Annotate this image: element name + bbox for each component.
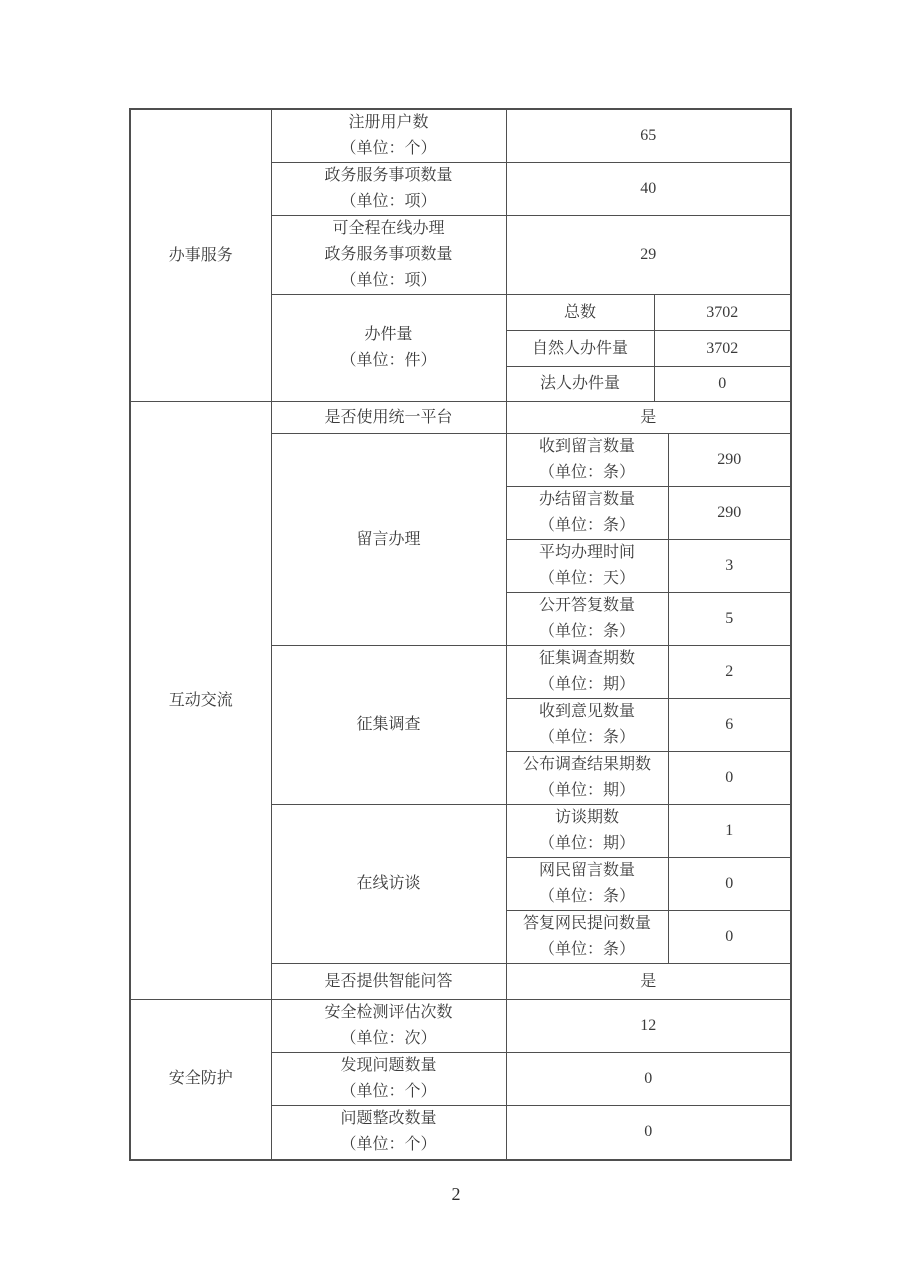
- label-unit-line: （单位：条）: [538, 729, 635, 746]
- metric-value: 65: [506, 109, 791, 163]
- label-line: 公开答复数量: [538, 597, 635, 614]
- group-label: 留言办理: [356, 530, 421, 548]
- submetric-label: [506, 593, 668, 646]
- metric-label: [271, 216, 506, 295]
- label-unit-line: （单位：项）: [340, 193, 437, 210]
- submetric-value: 3: [668, 540, 791, 593]
- group-unit-line: （单位：件）: [340, 352, 437, 369]
- label-unit-line: （单位：个）: [340, 1136, 437, 1154]
- submetric-value: 6: [668, 699, 791, 752]
- label-unit-line: （单位：期）: [538, 782, 635, 799]
- label-unit-line: （单位：个）: [340, 1083, 437, 1100]
- label-unit-line: （单位：条）: [538, 941, 635, 958]
- group-label-cell: [271, 434, 506, 646]
- metric-label: [271, 163, 506, 216]
- label-line: 公布调查结果期数: [522, 756, 651, 773]
- submetric-label: [506, 699, 668, 752]
- group-label-cell: [271, 295, 506, 402]
- label-unit-line: （单位：天）: [538, 570, 635, 587]
- submetric-value: 0: [668, 911, 791, 964]
- label-line: 办结留言数量: [538, 491, 635, 508]
- label-unit-line: （单位：条）: [538, 517, 635, 534]
- label-line: 政务服务事项数量: [324, 167, 453, 184]
- submetric-value: 3702: [654, 331, 791, 367]
- submetric-label: [506, 752, 668, 805]
- group-label-cell: [271, 646, 506, 805]
- submetric-value: 0: [668, 858, 791, 911]
- submetric-label: [506, 805, 668, 858]
- submetric-label: 总数: [506, 295, 654, 331]
- label-line: 注册用户数: [348, 114, 429, 131]
- category-label: 办事服务: [168, 246, 233, 264]
- label-line: 平均办理时间: [538, 544, 635, 561]
- metric-label: [271, 109, 506, 163]
- category-label: 互动交流: [168, 691, 233, 709]
- label-unit-line: （单位：条）: [538, 623, 635, 640]
- label-unit-line: （单位：项）: [340, 272, 437, 289]
- label-line: 征集调查期数: [538, 650, 635, 667]
- label-line: 可全程在线办理: [332, 220, 445, 237]
- label-line: 访谈期数: [554, 809, 619, 826]
- label-unit-line: （单位：条）: [538, 888, 635, 905]
- label-line: 网民留言数量: [538, 862, 635, 879]
- label-unit-line: （单位：条）: [538, 464, 635, 481]
- submetric-value: 0: [668, 752, 791, 805]
- metric-label: [271, 1053, 506, 1106]
- submetric-value: 3702: [654, 295, 791, 331]
- submetric-value: 290: [668, 487, 791, 540]
- metric-value: 是: [506, 964, 791, 1000]
- submetric-label: [506, 911, 668, 964]
- group-label: 在线访谈: [356, 875, 421, 892]
- metric-label: 是否提供智能问答: [271, 964, 506, 1000]
- group-label: 办件量: [364, 326, 413, 343]
- metric-label: [271, 1106, 506, 1160]
- label-line: 问题整改数量: [340, 1110, 437, 1128]
- metric-value: 12: [506, 1000, 791, 1053]
- submetric-label: [506, 540, 668, 593]
- label-line: 答复网民提问数量: [522, 915, 651, 932]
- page-number: 2: [451, 1184, 461, 1204]
- submetric-value: 5: [668, 593, 791, 646]
- label-unit-line: （单位：个）: [340, 140, 437, 157]
- submetric-value: 290: [668, 434, 791, 487]
- submetric-label: [506, 646, 668, 699]
- submetric-value: 2: [668, 646, 791, 699]
- metric-value: 0: [506, 1106, 791, 1160]
- group-label: 征集调查: [356, 716, 421, 733]
- category-label: 安全防护: [168, 1070, 233, 1088]
- submetric-label: [506, 434, 668, 487]
- submetric-label: [506, 487, 668, 540]
- annual-report-table: [129, 108, 792, 1161]
- submetric-value: 0: [654, 367, 791, 402]
- submetric-value: 1: [668, 805, 791, 858]
- label-unit-line: （单位：次）: [340, 1030, 437, 1047]
- metric-value: 0: [506, 1053, 791, 1106]
- label-line: 政务服务事项数量: [324, 246, 453, 263]
- metric-value: 40: [506, 163, 791, 216]
- label-line: 收到意见数量: [538, 703, 635, 720]
- label-line: 安全检测评估次数: [324, 1004, 453, 1021]
- label-unit-line: （单位：期）: [538, 835, 635, 852]
- submetric-label: 自然人办件量: [506, 331, 654, 367]
- label-line: 发现问题数量: [340, 1057, 437, 1074]
- label-line: 收到留言数量: [538, 438, 635, 455]
- category-cell-security: [130, 1000, 271, 1160]
- metric-value: 29: [506, 216, 791, 295]
- group-label-cell: [271, 805, 506, 964]
- category-cell-interaction: [130, 402, 271, 1000]
- metric-label: [271, 1000, 506, 1053]
- submetric-label: 法人办件量: [506, 367, 654, 402]
- label-unit-line: （单位：期）: [538, 676, 635, 693]
- metric-value: 是: [506, 402, 791, 434]
- metric-label: 是否使用统一平台: [271, 402, 506, 434]
- submetric-label: [506, 858, 668, 911]
- category-cell-service: [130, 109, 271, 402]
